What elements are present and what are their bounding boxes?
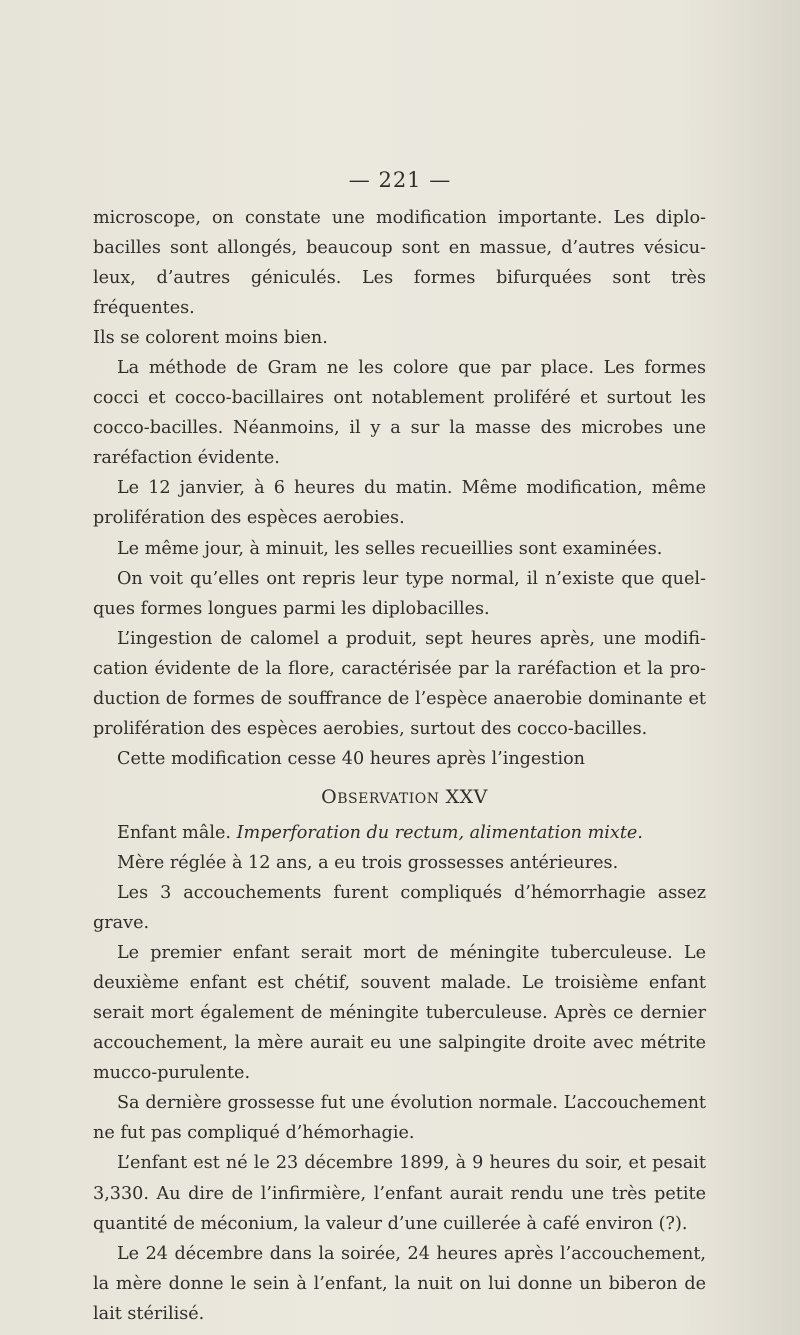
text-line: grave. bbox=[93, 913, 150, 934]
text-line: Les 3 accouchements furent compliqués d’hémorrhagie assez bbox=[117, 883, 706, 904]
text-line: Le premier enfant serait mort de méningite tuberculeuse. Le bbox=[117, 943, 706, 964]
text-line: 3,330. Au dire de l’infirmière, l’enfant aurait rendu une très petite bbox=[93, 1183, 706, 1204]
text-line: microscope, on constate une modification importante. Les diplo- bbox=[93, 208, 706, 228]
text-line: leux, d’autres géniculés. Les formes bifurquées sont très fréquentes. bbox=[93, 268, 706, 319]
text-line: duction de formes de souffrance de l’espèce anaerobie dominante et bbox=[93, 688, 706, 709]
text-line: cocci et cocco-bacillaires ont notablement proliféré et surtout les bbox=[93, 388, 706, 409]
text-line: bacilles sont allongés, beaucoup sont en massue, d’autres vésicu- bbox=[93, 238, 706, 259]
heading-rest: BSERVATION bbox=[337, 790, 440, 807]
text-line: On voit qu’elles ont repris leur type normal, il n’existe que quel- bbox=[117, 568, 706, 589]
body-text bbox=[93, 203, 706, 1329]
text-line: Cette modification cesse 40 heures après l’ingestion bbox=[117, 748, 585, 769]
text-line: Le 12 janvier, à 6 heures du matin. Même modification, même bbox=[117, 478, 706, 499]
text-line: ques formes longues parmi les diplobacilles. bbox=[93, 598, 490, 619]
text-line: prolifération des espèces aerobies. bbox=[93, 508, 405, 529]
text-line: ne fut pas compliqué d’hémorhagie. bbox=[93, 1123, 415, 1144]
text-line bbox=[93, 818, 706, 848]
text-line: la mère donne le sein à l’enfant, la nuit on lui donne un biberon de bbox=[93, 1273, 706, 1294]
section-heading bbox=[93, 782, 706, 814]
text-line: cation évidente de la flore, caractérisée par la raréfaction et la pro- bbox=[93, 658, 706, 679]
text-line: raréfaction évidente. bbox=[93, 448, 280, 469]
text-line: serait mort également de méningite tuberculeuse. Après ce dernier bbox=[93, 1003, 706, 1024]
text-line: L’ingestion de calomel a produit, sept heures après, une modifi- bbox=[117, 628, 706, 649]
text-line: deuxième enfant est chétif, souvent malade. Le troisième enfant bbox=[93, 973, 706, 994]
text-line: La méthode de Gram ne les colore que par place. Les formes bbox=[117, 358, 706, 379]
text-line: L’enfant est né le 23 décembre 1899, à 9 heures du soir, et pesait bbox=[117, 1153, 706, 1174]
text-line: Le même jour, à minuit, les selles recueillies sont examinées. bbox=[117, 538, 663, 559]
text-line: prolifération des espèces aerobies, surtout des cocco-bacilles. bbox=[93, 718, 648, 739]
heading-number: XXV bbox=[445, 785, 488, 808]
text-line: mucco-purulente. bbox=[93, 1063, 251, 1084]
italic-subtitle: Imperforation du rectum, alimentation mixte. bbox=[236, 822, 643, 843]
text-line: Mère réglée à 12 ans, a eu trois grossesses antérieures. bbox=[117, 852, 619, 873]
heading-initial: O bbox=[321, 785, 338, 808]
text-line: accouchement, la mère aurait eu une salpingite droite avec métrite bbox=[93, 1033, 706, 1054]
text-line: cocco-bacilles. Néanmoins, il y a sur la masse des microbes une bbox=[93, 418, 706, 439]
page-number: — 221 — bbox=[348, 168, 452, 192]
text-line: lait stérilisé. bbox=[93, 1303, 205, 1324]
text-line: Ils se colorent moins bien. bbox=[93, 328, 328, 349]
text-line: quantité de méconium, la valeur d’une cuillerée à café environ (?). bbox=[93, 1213, 688, 1234]
lead-text: Enfant mâle. bbox=[117, 822, 231, 843]
text-line: Sa dernière grossesse fut une évolution normale. L’accouchement bbox=[117, 1093, 706, 1114]
text-line: Le 24 décembre dans la soirée, 24 heures après l’accouchement, bbox=[117, 1243, 706, 1264]
